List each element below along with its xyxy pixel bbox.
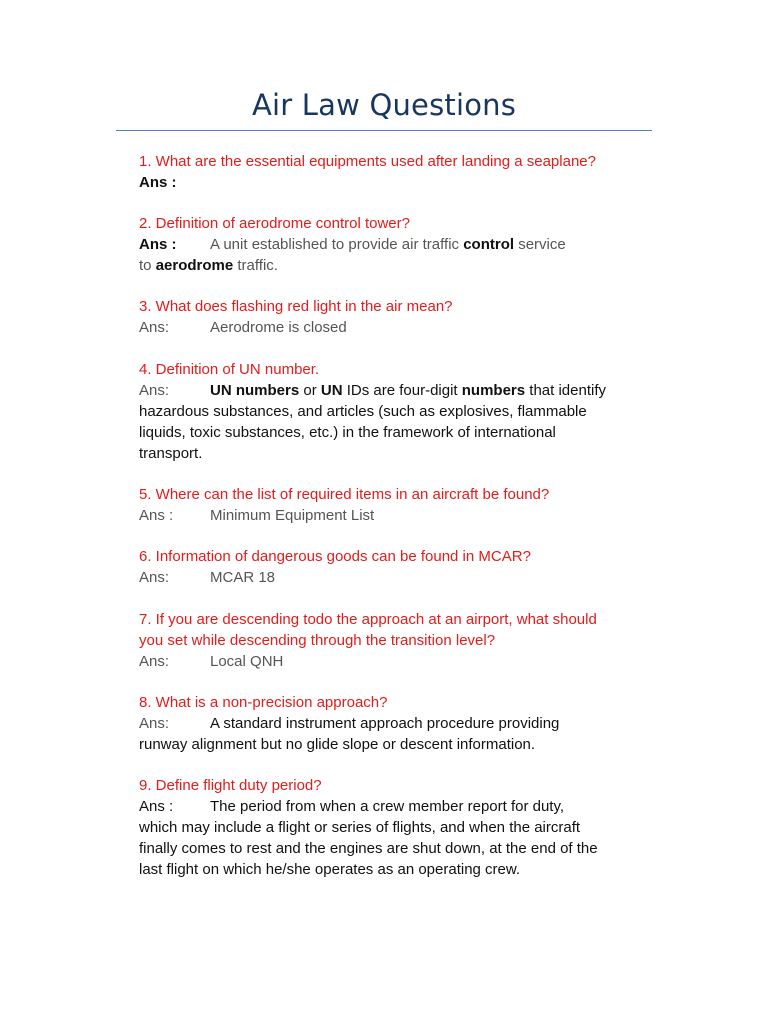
answer-line: runway alignment but no glide slope or descent information. [139, 736, 536, 753]
answer-text: Minimum Equipment List [210, 507, 375, 524]
question-continued: you set while descending through the transition level? [139, 632, 496, 649]
answer-text: service [514, 236, 566, 253]
answer-text: traffic. [233, 257, 278, 274]
answer-text: or [299, 382, 321, 399]
question: 9. Define flight duty period? [139, 777, 322, 794]
page-title: Air Law Questions [251, 88, 517, 122]
answer-label: Ans : [139, 236, 177, 253]
answer-line [139, 234, 659, 255]
qa-item-4 [139, 359, 659, 464]
answer-bold: aerodrome [155, 257, 234, 274]
qa-item-1 [139, 151, 659, 193]
question: 7. If you are descending todo the approach at an airport, what should [139, 611, 597, 628]
answer-line: last flight on which he/she operates as an operating crew. [139, 861, 521, 878]
answer-label: Ans: [139, 569, 170, 586]
question: 1. What are the essential equipments used after landing a seaplane? [139, 153, 596, 170]
answer-label: Ans : [139, 798, 174, 815]
qa-item-2 [139, 213, 659, 276]
answer-line: hazardous substances, and articles (such as explosives, flammable [139, 403, 587, 420]
question: 3. What does flashing red light in the air mean? [139, 298, 453, 315]
answer-line: transport. [139, 445, 203, 462]
answer-text: The period from when a crew member report for duty, [210, 798, 565, 815]
answer-label: Ans : [139, 174, 177, 191]
qa-item-3 [139, 296, 659, 338]
answer-text: that identify [525, 382, 607, 399]
answer-line [139, 505, 659, 526]
answer-label: Ans: [139, 319, 170, 336]
question: 6. Information of dangerous goods can be found in MCAR? [139, 548, 531, 565]
answer-line [139, 172, 659, 193]
answer-line: finally comes to rest and the engines are shut down, at the end of the [139, 840, 598, 857]
answer-bold: UN numbers [210, 382, 300, 399]
question: 2. Definition of aerodrome control tower? [139, 215, 410, 232]
answer-text: A standard instrument approach procedure providing [210, 715, 560, 732]
answer-label: Ans : [139, 507, 174, 524]
answer-text: Aerodrome is closed [210, 319, 347, 336]
answer-line: which may include a flight or series of flights, and when the aircraft [139, 819, 581, 836]
answer-bold: numbers [461, 382, 526, 399]
qa-item-5 [139, 484, 659, 526]
answer-label: Ans: [139, 715, 170, 732]
title-underline [116, 130, 652, 131]
answer-text: IDs are four-digit [342, 382, 462, 399]
qa-item-6 [139, 546, 659, 588]
answer-text: to [139, 257, 156, 274]
answer-text: Local QNH [210, 653, 284, 670]
answer-line [139, 255, 659, 276]
answer-line [139, 380, 659, 401]
question: 8. What is a non-precision approach? [139, 694, 388, 711]
answer-line [139, 796, 659, 817]
qa-item-8 [139, 692, 659, 755]
question: 5. Where can the list of required items in an aircraft be found? [139, 486, 550, 503]
answer-line [139, 651, 659, 672]
answer-line [139, 713, 659, 734]
answer-line [139, 317, 659, 338]
answer-line [139, 567, 659, 588]
qa-item-7 [139, 609, 659, 672]
answer-text: MCAR 18 [210, 569, 276, 586]
qa-item-9 [139, 775, 659, 880]
answer-label: Ans: [139, 382, 170, 399]
answer-text: A unit established to provide air traffic [210, 236, 464, 253]
answer-bold: UN [320, 382, 343, 399]
answer-bold: control [463, 236, 515, 253]
answer-line: liquids, toxic substances, etc.) in the framework of international [139, 424, 556, 441]
answer-label: Ans: [139, 653, 170, 670]
question: 4. Definition of UN number. [139, 361, 320, 378]
